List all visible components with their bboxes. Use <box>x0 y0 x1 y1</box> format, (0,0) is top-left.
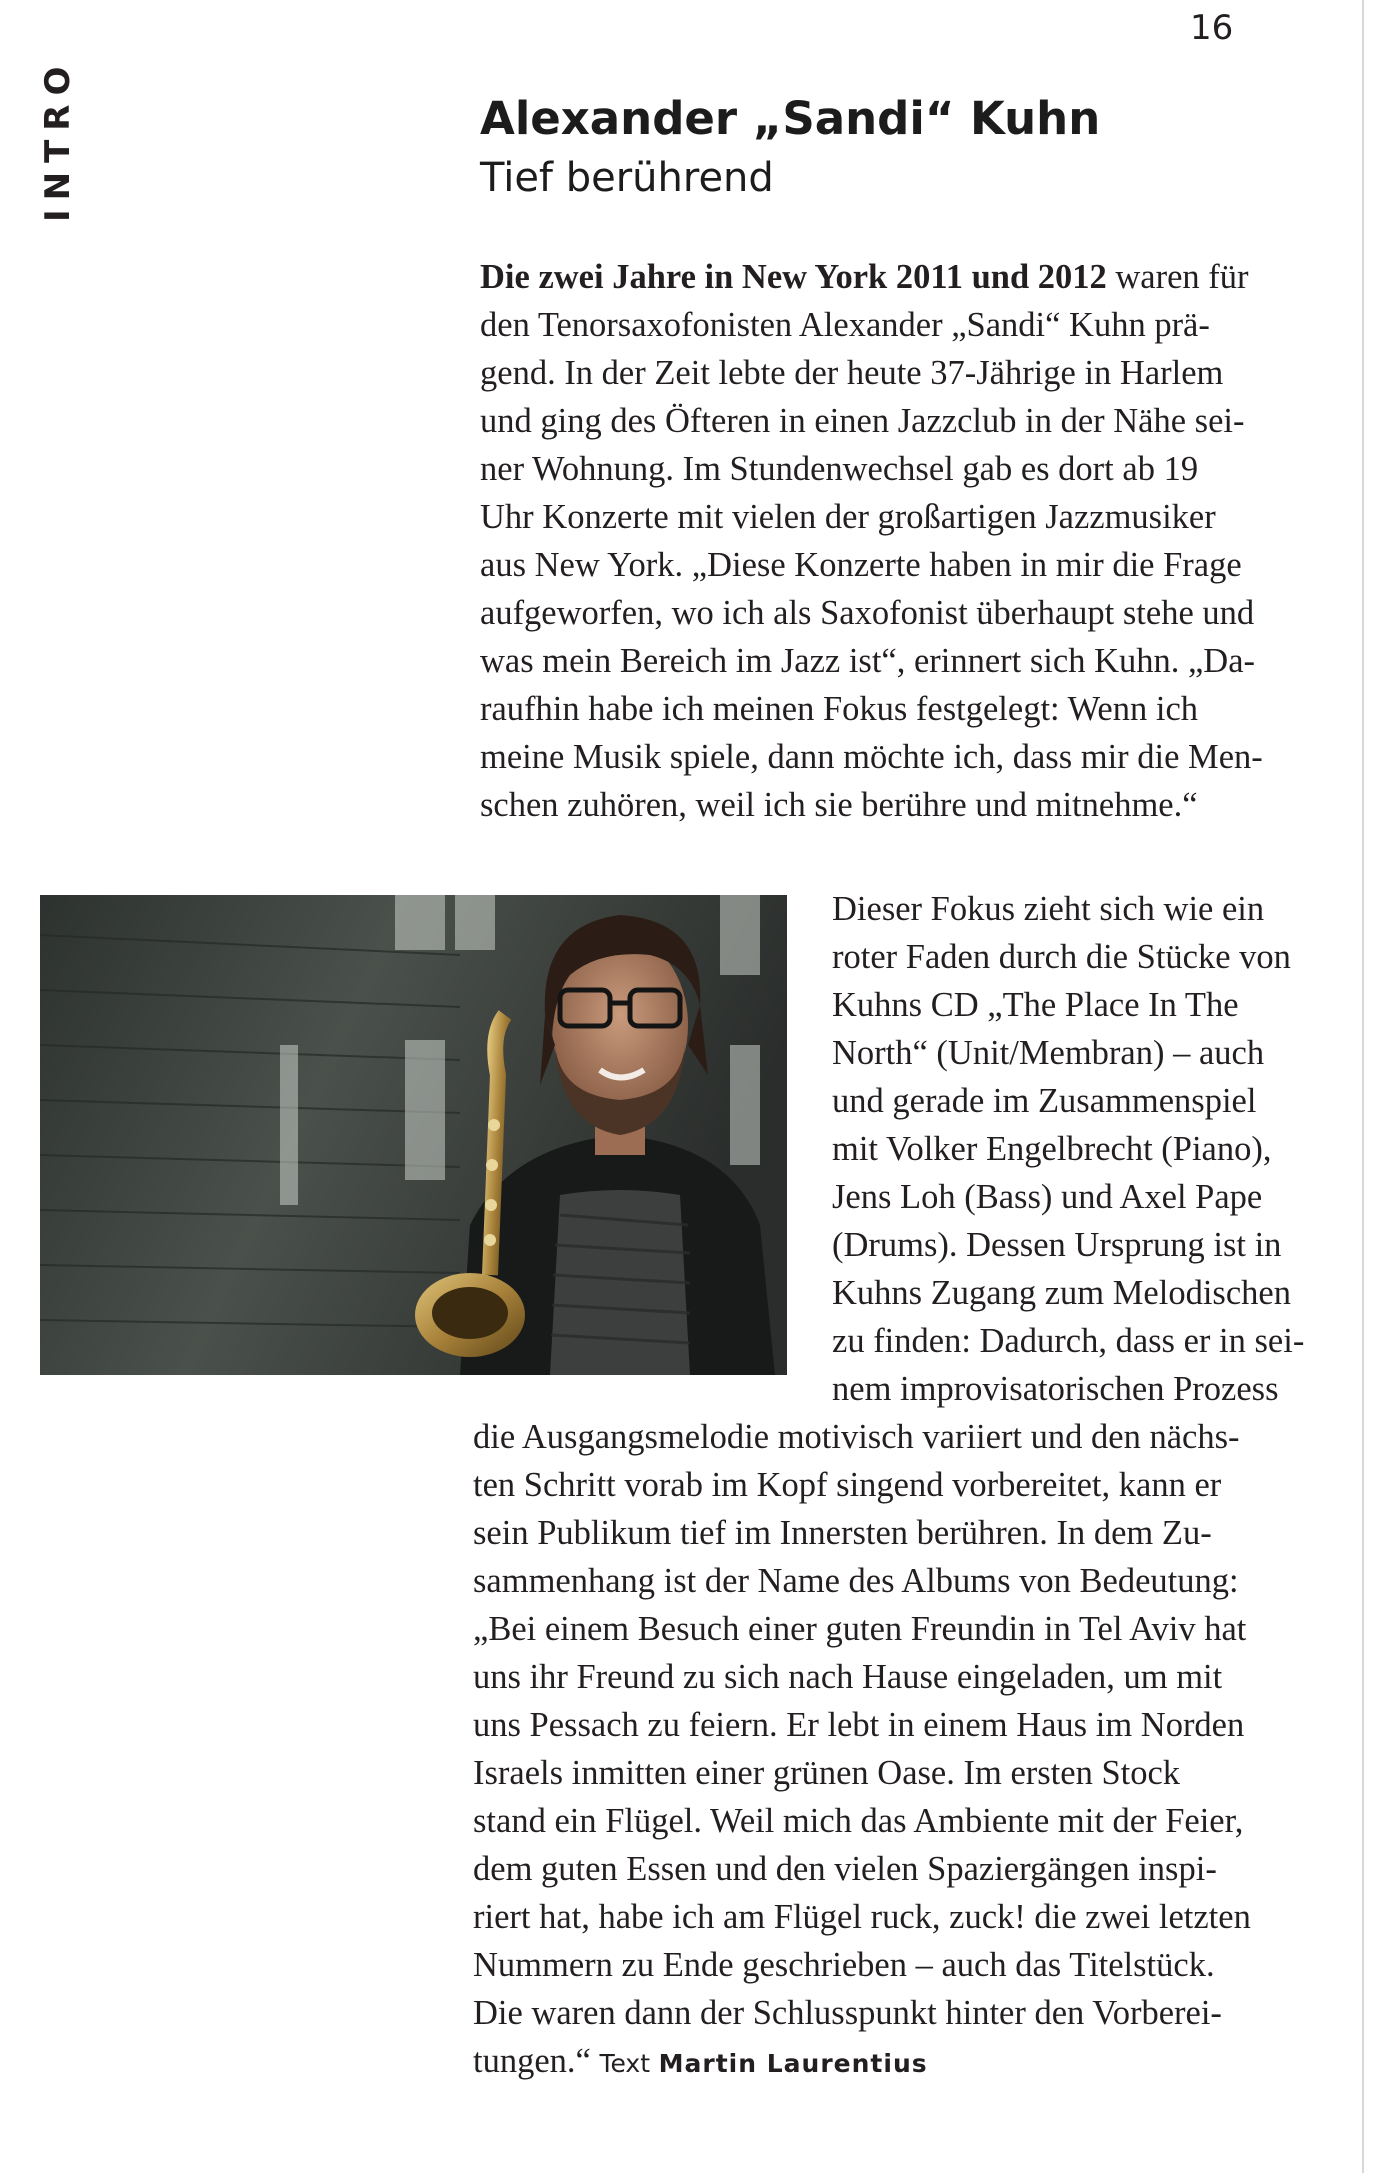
paragraph-line: (Drums). Dessen Ursprung ist in <box>832 1226 1282 1264</box>
paragraph-line: Jens Loh (Bass) und Axel Pape <box>832 1178 1263 1216</box>
paragraph-line: mit Volker Engelbrecht (Piano), <box>832 1130 1272 1168</box>
paragraph-line: Kuhns CD „The Place In The <box>832 986 1239 1024</box>
paragraph-line: schen zuhören, weil ich sie berühre und mitnehme.“ <box>480 786 1198 824</box>
paragraph-line: ten Schritt vorab im Kopf singend vorbereitet, kann er <box>473 1466 1222 1504</box>
paragraph-line: riert hat, habe ich am Flügel ruck, zuck! die zwei letzten <box>473 1898 1251 1936</box>
paragraph-line-tail: waren für <box>1106 258 1249 296</box>
paragraph-line: meine Musik spiele, dann möchte ich, dass mir die Men- <box>480 738 1263 776</box>
paragraph-line: und gerade im Zusammenspiel <box>832 1082 1257 1120</box>
paragraph-line: raufhin habe ich meinen Fokus festgelegt: Wenn ich <box>480 690 1199 728</box>
article-subtitle: Tief berührend <box>480 155 774 201</box>
paragraph-line: Nummern zu Ende geschrieben – auch das Titelstück. <box>473 1946 1215 1984</box>
paragraph-line: zu finden: Dadurch, dass er in sei- <box>832 1322 1305 1360</box>
paragraph-line: ner Wohnung. Im Stundenwechsel gab es dort ab 19 <box>480 450 1199 488</box>
paragraph-line: sammenhang ist der Name des Albums von Bedeutung: <box>473 1562 1239 1600</box>
paragraph-line: Dieser Fokus zieht sich wie ein <box>832 890 1265 928</box>
paragraph-line: dem guten Essen und den vielen Spaziergängen inspi- <box>473 1850 1217 1888</box>
section-label: INTRO <box>38 57 78 222</box>
paragraph-line: stand ein Flügel. Weil mich das Ambiente mit der Feier, <box>473 1802 1244 1840</box>
author-name: Martin Laurentius <box>658 2049 928 2078</box>
paragraph-line <box>480 253 1249 301</box>
paragraph-line: Israels inmitten einer grünen Oase. Im ersten Stock <box>473 1754 1181 1792</box>
paragraph-line: was mein Bereich im Jazz ist“, erinnert sich Kuhn. „Da- <box>480 642 1256 680</box>
credit-label: Text <box>599 2049 651 2078</box>
musician-photo <box>40 895 787 1375</box>
closing-line <box>473 2037 928 2088</box>
paragraph-line: uns ihr Freund zu sich nach Hause eingeladen, um mit <box>473 1658 1223 1696</box>
paragraph-line: gend. In der Zeit lebte der heute 37-Jährige in Harlem <box>480 354 1224 392</box>
paragraph-line: die Ausgangsmelodie motivisch variiert und den nächs- <box>473 1418 1240 1456</box>
closing-text: tungen.“ <box>473 2042 591 2080</box>
paragraph-line: roter Faden durch die Stücke von <box>832 938 1291 976</box>
article-title: Alexander „Sandi“ Kuhn <box>480 92 1101 145</box>
paragraph-line: nem improvisatorischen Prozess <box>832 1370 1279 1408</box>
paragraph-line: North“ (Unit/Membran) – auch <box>832 1034 1265 1072</box>
paragraph-line: aus New York. „Diese Konzerte haben in mir die Frage <box>480 546 1242 584</box>
paragraph-line: und ging des Öfteren in einen Jazzclub in der Nähe sei- <box>480 402 1245 440</box>
paragraph-line: „Bei einem Besuch einer guten Freundin in Tel Aviv hat <box>473 1610 1247 1648</box>
paragraph-line: Kuhns Zugang zum Melodischen <box>832 1274 1291 1312</box>
paragraph-line: Uhr Konzerte mit vielen der großartigen Jazzmusiker <box>480 498 1216 536</box>
paragraph-line: den Tenorsaxofonisten Alexander „Sandi“ Kuhn prä- <box>480 306 1210 344</box>
paragraph-line: sein Publikum tief im Innersten berühren. In dem Zu- <box>473 1514 1212 1552</box>
paragraph-line: Die waren dann der Schlusspunkt hinter den Vorberei- <box>473 1994 1222 2032</box>
lead-text: Die zwei Jahre in New York 2011 und 2012 <box>480 258 1107 296</box>
paragraph-line: aufgeworfen, wo ich als Saxofonist überhaupt stehe und <box>480 594 1255 632</box>
page-edge <box>1362 0 1364 2173</box>
page-number: 16 <box>1190 8 1234 48</box>
paragraph-line: uns Pessach zu feiern. Er lebt in einem Haus im Norden <box>473 1706 1245 1744</box>
